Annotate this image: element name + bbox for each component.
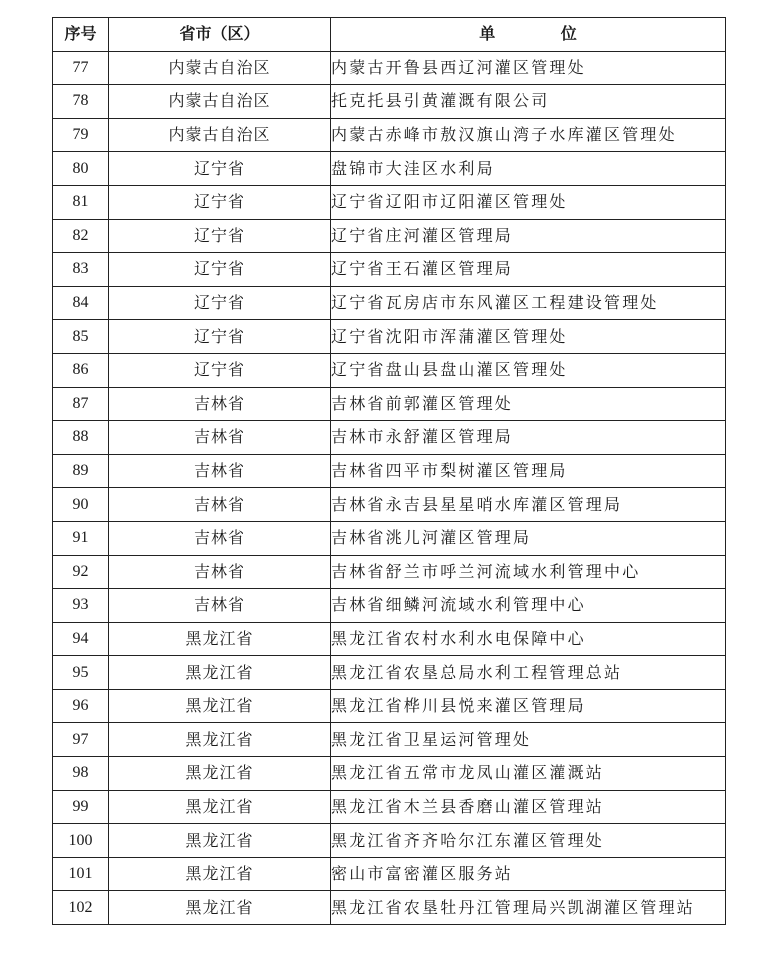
row-province: 辽宁省 — [109, 253, 331, 287]
table-row — [53, 656, 726, 690]
row-unit: 辽宁省辽阳市辽阳灌区管理处 — [331, 185, 726, 219]
table-row — [53, 454, 726, 488]
table-row — [53, 891, 726, 925]
row-unit: 密山市富密灌区服务站 — [331, 857, 726, 891]
table-row — [53, 589, 726, 623]
row-unit: 黑龙江省桦川县悦来灌区管理局 — [331, 689, 726, 723]
table-row — [53, 824, 726, 858]
table-row — [53, 219, 726, 253]
row-province: 吉林省 — [109, 589, 331, 623]
row-unit: 内蒙古开鲁县西辽河灌区管理处 — [331, 51, 726, 85]
table-row — [53, 521, 726, 555]
row-province: 内蒙古自治区 — [109, 118, 331, 152]
row-number: 91 — [53, 521, 109, 555]
row-number: 84 — [53, 286, 109, 320]
row-unit: 盘锦市大洼区水利局 — [331, 152, 726, 186]
row-number: 89 — [53, 454, 109, 488]
table-row — [53, 185, 726, 219]
row-unit: 黑龙江省农垦总局水利工程管理总站 — [331, 656, 726, 690]
row-number: 87 — [53, 387, 109, 421]
header-number: 序号 — [53, 18, 109, 52]
row-unit: 黑龙江省五常市龙凤山灌区灌溉站 — [331, 757, 726, 791]
table-row — [53, 387, 726, 421]
row-province: 吉林省 — [109, 555, 331, 589]
row-unit: 黑龙江省木兰县香磨山灌区管理站 — [331, 790, 726, 824]
row-province: 辽宁省 — [109, 152, 331, 186]
row-unit: 辽宁省沈阳市浑蒲灌区管理处 — [331, 320, 726, 354]
table-header — [53, 18, 726, 52]
row-number: 102 — [53, 891, 109, 925]
row-number: 95 — [53, 656, 109, 690]
row-province: 黑龙江省 — [109, 689, 331, 723]
row-unit: 辽宁省盘山县盘山灌区管理处 — [331, 353, 726, 387]
table-row — [53, 555, 726, 589]
table-row — [53, 320, 726, 354]
table-row — [53, 689, 726, 723]
header-province: 省市（区） — [109, 18, 331, 52]
row-unit: 吉林省永吉县星星哨水库灌区管理局 — [331, 488, 726, 522]
row-province: 辽宁省 — [109, 185, 331, 219]
row-unit: 内蒙古赤峰市敖汉旗山湾子水库灌区管理处 — [331, 118, 726, 152]
row-province: 辽宁省 — [109, 286, 331, 320]
row-unit: 辽宁省王石灌区管理局 — [331, 253, 726, 287]
row-unit: 黑龙江省农垦牡丹江管理局兴凯湖灌区管理站 — [331, 891, 726, 925]
row-province: 黑龙江省 — [109, 656, 331, 690]
row-province: 黑龙江省 — [109, 824, 331, 858]
row-number: 98 — [53, 757, 109, 791]
row-number: 86 — [53, 353, 109, 387]
row-number: 79 — [53, 118, 109, 152]
row-unit: 吉林省细鳞河流域水利管理中心 — [331, 589, 726, 623]
row-number: 92 — [53, 555, 109, 589]
row-unit: 吉林省洮儿河灌区管理局 — [331, 521, 726, 555]
row-province: 黑龙江省 — [109, 757, 331, 791]
row-province: 吉林省 — [109, 521, 331, 555]
table-row — [53, 723, 726, 757]
header-row — [53, 18, 726, 52]
row-number: 81 — [53, 185, 109, 219]
table-row — [53, 488, 726, 522]
row-number: 83 — [53, 253, 109, 287]
row-unit: 吉林省前郭灌区管理处 — [331, 387, 726, 421]
row-province: 吉林省 — [109, 454, 331, 488]
row-unit: 吉林市永舒灌区管理局 — [331, 421, 726, 455]
row-province: 黑龙江省 — [109, 622, 331, 656]
row-province: 吉林省 — [109, 488, 331, 522]
row-province: 吉林省 — [109, 387, 331, 421]
row-unit: 黑龙江省农村水利水电保障中心 — [331, 622, 726, 656]
row-province: 吉林省 — [109, 421, 331, 455]
row-number: 100 — [53, 824, 109, 858]
table-row — [53, 790, 726, 824]
row-province: 辽宁省 — [109, 320, 331, 354]
row-number: 82 — [53, 219, 109, 253]
table-row — [53, 51, 726, 85]
row-province: 黑龙江省 — [109, 857, 331, 891]
row-number: 97 — [53, 723, 109, 757]
table-body — [53, 51, 726, 924]
row-number: 85 — [53, 320, 109, 354]
row-number: 93 — [53, 589, 109, 623]
table-row — [53, 353, 726, 387]
table-row — [53, 857, 726, 891]
header-unit: 单 位 — [331, 18, 726, 52]
row-number: 90 — [53, 488, 109, 522]
row-province: 黑龙江省 — [109, 723, 331, 757]
row-province: 内蒙古自治区 — [109, 85, 331, 119]
row-number: 88 — [53, 421, 109, 455]
row-unit: 辽宁省庄河灌区管理局 — [331, 219, 726, 253]
row-unit: 吉林省四平市梨树灌区管理局 — [331, 454, 726, 488]
row-province: 辽宁省 — [109, 353, 331, 387]
table-row — [53, 85, 726, 119]
table-row — [53, 118, 726, 152]
row-number: 77 — [53, 51, 109, 85]
row-province: 辽宁省 — [109, 219, 331, 253]
row-province: 黑龙江省 — [109, 891, 331, 925]
row-number: 101 — [53, 857, 109, 891]
row-unit: 黑龙江省齐齐哈尔江东灌区管理处 — [331, 824, 726, 858]
row-number: 78 — [53, 85, 109, 119]
row-number: 96 — [53, 689, 109, 723]
table-row — [53, 253, 726, 287]
row-unit: 吉林省舒兰市呼兰河流域水利管理中心 — [331, 555, 726, 589]
table-row — [53, 421, 726, 455]
row-number: 99 — [53, 790, 109, 824]
irrigation-units-table — [52, 17, 726, 925]
row-unit: 黑龙江省卫星运河管理处 — [331, 723, 726, 757]
row-province: 内蒙古自治区 — [109, 51, 331, 85]
row-province: 黑龙江省 — [109, 790, 331, 824]
row-number: 80 — [53, 152, 109, 186]
table-row — [53, 286, 726, 320]
table-row — [53, 757, 726, 791]
row-unit: 托克托县引黄灌溉有限公司 — [331, 85, 726, 119]
row-number: 94 — [53, 622, 109, 656]
table-row — [53, 622, 726, 656]
table-row — [53, 152, 726, 186]
row-unit: 辽宁省瓦房店市东风灌区工程建设管理处 — [331, 286, 726, 320]
